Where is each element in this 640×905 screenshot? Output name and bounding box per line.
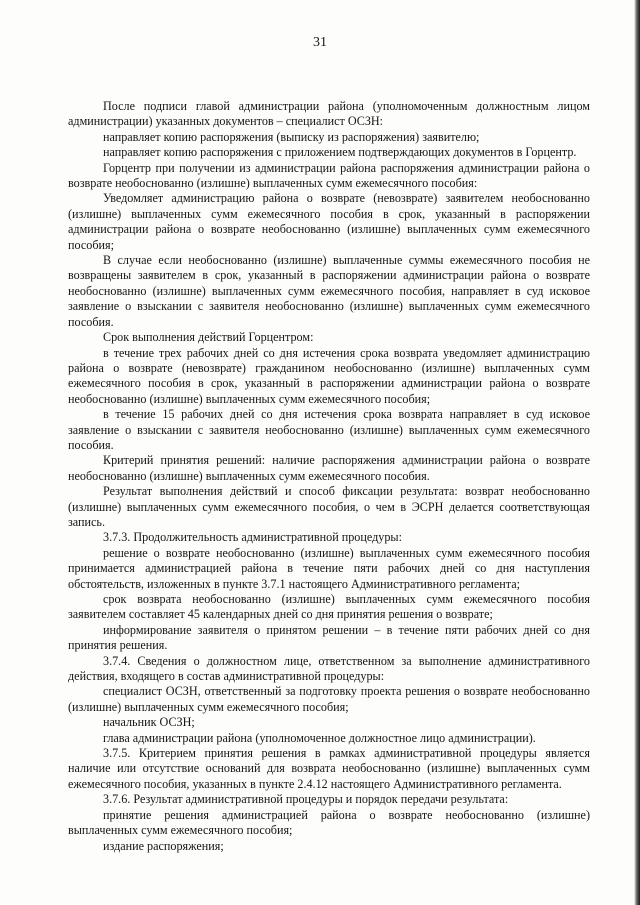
paragraph: 3.7.4. Сведения о должностном лице, ответственном за выполнение административного действия, входящего в состав административной процедуры: xyxy=(68,653,590,684)
page-number: 31 xyxy=(313,35,327,50)
paragraph: в течение 15 рабочих дней со дня истечения срока возврата направляет в суд исковое заявление о взыскании с заявителя необоснованно (излишне) выплаченных сумм ежемесячного пособия. xyxy=(68,407,590,452)
paragraph: В случае если необоснованно (излишне) выплаченные суммы ежемесячного пособия не возвращены заявителем в срок, указанный в распоряжении администрации района о возврате необоснованно (излишне) выплаченных сумм ежемесячного пособия, направляет в суд исковое заявление о взыскании с заявителя необоснованно (излишне) выплаченных сумм ежемесячного пособия. xyxy=(68,253,590,329)
paragraph: начальник ОСЗН; xyxy=(103,715,195,730)
paragraph: принятие решения администрацией района о возврате необоснованно (излишне) выплаченных сумм ежемесячного пособия; xyxy=(68,807,590,838)
paragraph: специалист ОСЗН, ответственный за подготовку проекта решения о возврате необоснованно (излишне) выплаченных сумм ежемесячного пособия; xyxy=(68,684,590,714)
paragraph: Срок выполнения действий Горцентром: xyxy=(103,330,314,345)
paragraph: направляет копию распоряжения (выписку из распоряжения) заявителю; xyxy=(103,129,480,144)
paragraph: направляет копию распоряжения с приложением подтверждающих документов в Горцентр. xyxy=(103,145,577,160)
paragraph: решение о возврате необоснованно (излишне) выплаченных сумм ежемесячного пособия принимается администрацией района в течение пяти рабочих дней со дня наступления обстоятельств, изложенных в пункте 3.7.1 настоящего Административного регламента; xyxy=(68,545,590,591)
paragraph: Критерий принятия решений: наличие распоряжения администрации района о возврате необоснованно (излишне) выплаченных сумм ежемесячного пособия. xyxy=(68,453,590,483)
paragraph: срок возврата необоснованно (излишне) выплаченных сумм ежемесячного пособия заявителем составляет 45 календарных дней со дня принятия решения о возврате; xyxy=(68,592,590,622)
scan-edge-shadow xyxy=(634,0,640,905)
paragraph: После подписи главой администрации района (уполномоченным должностным лицом администрации) указанных документов – специалист ОСЗН: xyxy=(68,99,590,129)
paragraph: 3.7.6. Результат административной процедуры и порядок передачи результата: xyxy=(103,792,509,807)
paragraph: Уведомляет администрацию района о возврате (невозврате) заявителем необоснованно (излишне) выплаченных сумм ежемесячного пособия в срок, указанный в распоряжении администрации района о возврате необоснованно (излишне) выплаченных сумм ежемесячного пособия; xyxy=(68,191,590,252)
paragraph: Горцентр при получении из администрации района распоряжения администрации района о возврате необоснованно (излишне) выплаченных сумм ежемесячного пособия: xyxy=(68,160,590,191)
paragraph: издание распоряжения; xyxy=(103,838,224,853)
paragraph: в течение трех рабочих дней со дня истечения срока возврата уведомляет администрацию района о возврате (невозврате) гражданином необоснованно (излишне) выплаченных сумм ежемесячного пособия в срок, указанный в распоряжении администрации района о возврате необоснованно (излишне) выплаченных сумм ежемесячного пособия; xyxy=(68,345,590,406)
paragraph: глава администрации района (уполномоченное должностное лицо администрации). xyxy=(103,730,536,745)
body-text xyxy=(68,99,590,854)
paragraph: информирование заявителя о принятом решении – в течение пяти рабочих дней со дня принятия решения. xyxy=(68,622,590,653)
paragraph: Результат выполнения действий и способ фиксации результата: возврат необоснованно (излишне) выплаченных сумм ежемесячного пособия, о чем в ЭСРН делается соответствующая запись. xyxy=(68,484,590,529)
paragraph: 3.7.3. Продолжительность административной процедуры: xyxy=(103,530,402,545)
paragraph: 3.7.5. Критерием принятия решения в рамках административной процедуры является наличие или отсутствие оснований для возврата необоснованно (излишне) выплаченных сумм ежемесячного пособия, указанных в пункте 2.4.12 настоящего Административного регламента. xyxy=(68,746,590,791)
